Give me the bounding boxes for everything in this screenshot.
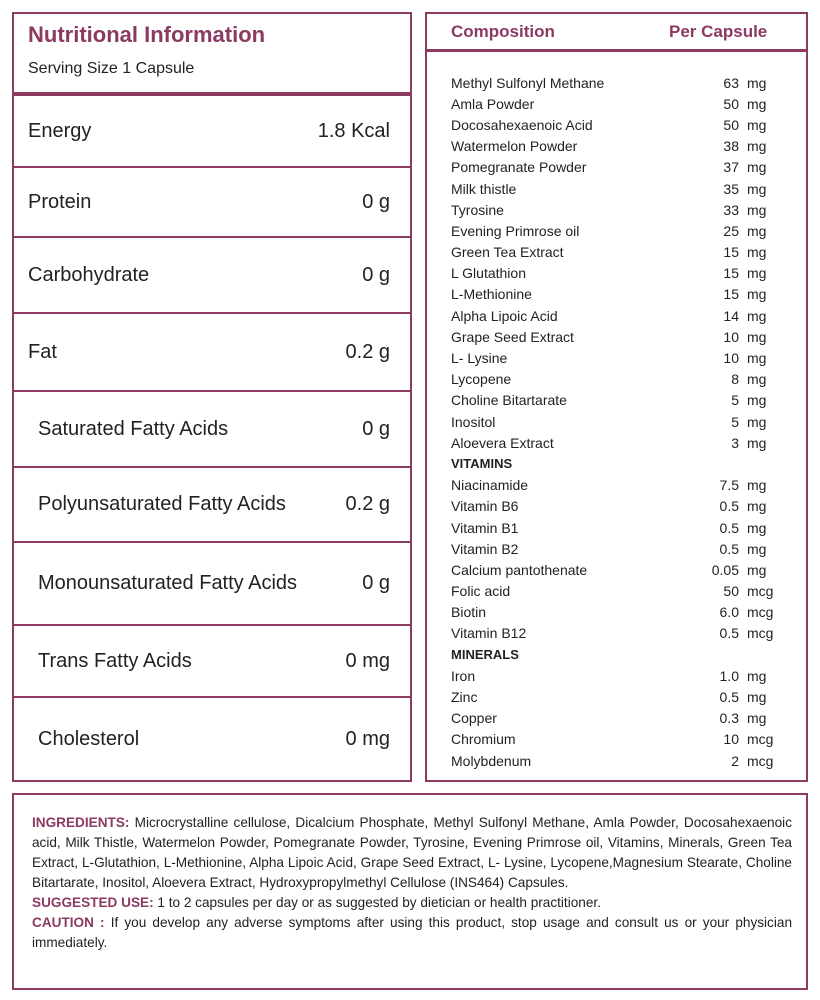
- composition-row: [451, 369, 781, 390]
- nutrient-row-cholesterol: [14, 698, 410, 780]
- ingredient-unit: mg: [747, 498, 767, 515]
- ingredient-amount: 15: [723, 265, 739, 282]
- ingredient-unit: mg: [747, 74, 767, 91]
- ingredient-name: Evening Primrose oil: [451, 222, 580, 239]
- nutrient-value: 0 mg: [345, 727, 390, 750]
- composition-row: [451, 708, 781, 729]
- composition-row: [451, 305, 781, 326]
- ingredient-name: Tyrosine: [451, 201, 504, 218]
- ingredient-amount: 0.05: [711, 561, 739, 578]
- ingredient-amount: 50: [723, 583, 739, 600]
- ingredient-unit: mcg: [747, 625, 774, 642]
- ingredient-unit: mcg: [747, 731, 774, 748]
- ingredient-name: Watermelon Powder: [451, 138, 578, 155]
- nutrient-value: 0.2 g: [345, 493, 390, 515]
- ingredient-amount: 0.5: [719, 625, 739, 642]
- ingredient-unit: mg: [747, 710, 767, 727]
- ingredient-name: Green Tea Extract: [451, 244, 564, 261]
- nutrition-header: [14, 14, 410, 96]
- section-heading-label: MINERALS: [451, 647, 519, 663]
- ingredient-amount: 2: [731, 752, 739, 769]
- composition-row: [451, 559, 781, 580]
- ingredient-amount: 5: [731, 413, 739, 430]
- nutrient-label: Cholesterol: [38, 727, 140, 750]
- nutrient-value: 1.8 Kcal: [317, 119, 390, 142]
- nutrient-row-polyunsaturated-fatty-acids: [14, 468, 410, 543]
- nutrient-label: Energy: [28, 119, 92, 142]
- ingredient-unit: mcg: [747, 752, 774, 769]
- ingredient-amount: 8: [731, 371, 739, 388]
- composition-row: [451, 157, 781, 178]
- ingredient-amount: 7.5: [719, 477, 739, 494]
- ingredient-name: Aloevera Extract: [451, 434, 554, 451]
- composition-panel: [425, 12, 808, 782]
- caution-paragraph: [32, 913, 792, 953]
- ingredient-unit: mcg: [747, 583, 774, 600]
- ingredient-amount: 14: [723, 307, 739, 324]
- composition-row: [451, 623, 781, 644]
- ingredient-name: Copper: [451, 710, 497, 727]
- composition-list: [451, 72, 781, 771]
- composition-row: [451, 411, 781, 432]
- ingredient-amount: 37: [723, 159, 739, 176]
- ingredient-name: Grape Seed Extract: [451, 328, 574, 345]
- composition-row: [451, 220, 781, 241]
- ingredient-unit: mg: [747, 222, 767, 239]
- section-heading-label: VITAMINS: [451, 456, 513, 472]
- nutrient-value: 0 g: [362, 417, 390, 440]
- ingredient-unit: mg: [747, 350, 767, 367]
- ingredient-unit: mg: [747, 328, 767, 345]
- composition-row: [451, 114, 781, 135]
- composition-row: [451, 729, 781, 750]
- ingredient-amount: 5: [731, 392, 739, 409]
- composition-row: [451, 496, 781, 517]
- ingredient-amount: 25: [723, 222, 739, 239]
- nutrient-label: Saturated Fatty Acids: [38, 417, 229, 440]
- composition-row: [451, 602, 781, 623]
- composition-row: [451, 475, 781, 496]
- composition-row: [451, 326, 781, 347]
- ingredient-name: Folic acid: [451, 583, 511, 600]
- ingredient-amount: 50: [723, 95, 739, 112]
- ingredient-name: Biotin: [451, 604, 487, 621]
- nutrition-panel: [12, 12, 412, 782]
- ingredient-amount: 0.3: [719, 710, 739, 727]
- ingredient-amount: 15: [723, 286, 739, 303]
- composition-row: [451, 178, 781, 199]
- composition-row: [451, 432, 781, 453]
- ingredients-paragraph: [32, 813, 792, 893]
- ingredients-text: Microcrystalline cellulose, Dicalcium Phosphate, Methyl Sulfonyl Methane, Amla Powder, Docosahexaenoic acid, Milk Thistle, Watermelon Powder, Pomegranate Powder, Tyrosine, Evening Primrose oil, Vitamins, Minerals, Green Tea Extract, L-Glutathion, L-Methionine, Alpha Lipoic Acid, Grape Seed Extract, L- Lysine, Lycopene,Magnesium Stearate, Choline Bitartarate, Inositol, Aloevera Extract, Hydroxypropylmethyl Cellulose (INS464) Capsules.: [32, 815, 792, 890]
- ingredient-name: Chromium: [451, 731, 516, 748]
- per-capsule-column-heading: Per Capsule: [669, 22, 768, 41]
- ingredient-name: L- Lysine: [451, 350, 508, 367]
- caution-text: If you develop any adverse symptoms after using this product, stop usage and consult us or your physician immediately.: [32, 915, 792, 950]
- ingredient-name: Methyl Sulfonyl Methane: [451, 74, 605, 91]
- nutrient-row-energy: [14, 96, 410, 168]
- ingredient-unit: mg: [747, 561, 767, 578]
- ingredient-unit: mg: [747, 477, 767, 494]
- suggested-use-text: 1 to 2 capsules per day or as suggested by dietician or health practitioner.: [157, 895, 601, 910]
- ingredients-panel: [12, 793, 808, 990]
- nutrient-row-protein: [14, 168, 410, 238]
- ingredient-amount: 0.5: [719, 689, 739, 706]
- nutrient-label: Fat: [28, 340, 57, 363]
- ingredient-amount: 3: [731, 434, 739, 451]
- ingredient-amount: 6.0: [719, 604, 739, 621]
- ingredient-amount: 10: [723, 328, 739, 345]
- ingredient-name: Vitamin B1: [451, 519, 519, 536]
- ingredient-name: Inositol: [451, 413, 496, 430]
- ingredient-name: Zinc: [451, 689, 478, 706]
- nutrient-value: 0 g: [362, 263, 390, 286]
- composition-row: [451, 242, 781, 263]
- ingredient-name: Lycopene: [451, 371, 512, 388]
- composition-row: [451, 517, 781, 538]
- ingredient-unit: mg: [747, 201, 767, 218]
- nutrient-value: 0 mg: [345, 649, 390, 672]
- ingredient-unit: mg: [747, 434, 767, 451]
- ingredient-amount: 1.0: [719, 667, 739, 684]
- composition-row: [451, 136, 781, 157]
- ingredient-name: Niacinamide: [451, 477, 529, 494]
- ingredient-amount: 15: [723, 244, 739, 261]
- caution-label: CAUTION :: [32, 915, 105, 930]
- ingredient-name: Calcium pantothenate: [451, 561, 588, 578]
- ingredient-name: Vitamin B2: [451, 540, 519, 557]
- nutrient-value: 0.2 g: [345, 340, 390, 363]
- composition-row: [451, 665, 781, 686]
- ingredient-amount: 0.5: [719, 540, 739, 557]
- nutrient-label: Protein: [28, 190, 92, 213]
- nutrient-row-monounsaturated-fatty-acids: [14, 543, 410, 626]
- nutrient-row-saturated-fatty-acids: [14, 392, 410, 468]
- ingredient-unit: mg: [747, 689, 767, 706]
- suggested-use-paragraph: [32, 893, 792, 913]
- nutrition-title: Nutritional Information: [28, 22, 266, 47]
- ingredient-name: Alpha Lipoic Acid: [451, 307, 558, 324]
- ingredient-name: Amla Powder: [451, 95, 535, 112]
- ingredient-amount: 38: [723, 138, 739, 155]
- nutrient-label: Polyunsaturated Fatty Acids: [38, 493, 286, 515]
- ingredient-unit: mg: [747, 667, 767, 684]
- ingredient-unit: mcg: [747, 604, 774, 621]
- nutrient-value: 0 g: [362, 190, 390, 213]
- composition-row: [451, 581, 781, 602]
- composition-header: [427, 14, 806, 52]
- ingredient-unit: mg: [747, 159, 767, 176]
- ingredient-name: Docosahexaenoic Acid: [451, 116, 593, 133]
- ingredient-name: L-Methionine: [451, 286, 532, 303]
- composition-row: [451, 93, 781, 114]
- ingredient-unit: mg: [747, 265, 767, 282]
- ingredient-amount: 0.5: [719, 498, 739, 515]
- ingredient-name: Milk thistle: [451, 180, 517, 197]
- ingredient-unit: mg: [747, 519, 767, 536]
- composition-row: [451, 750, 781, 771]
- ingredient-name: Vitamin B12: [451, 625, 527, 642]
- ingredient-amount: 50: [723, 116, 739, 133]
- nutrient-label: Carbohydrate: [28, 263, 150, 286]
- ingredient-amount: 63: [723, 74, 739, 91]
- serving-size: Serving Size 1 Capsule: [28, 60, 195, 77]
- ingredient-name: Pomegranate Powder: [451, 159, 587, 176]
- ingredient-unit: mg: [747, 286, 767, 303]
- nutrient-row-carbohydrate: [14, 238, 410, 314]
- ingredient-unit: mg: [747, 413, 767, 430]
- ingredient-amount: 10: [723, 731, 739, 748]
- nutrient-label: Monounsaturated Fatty Acids: [38, 572, 298, 594]
- ingredient-amount: 0.5: [719, 519, 739, 536]
- ingredient-name: Vitamin B6: [451, 498, 519, 515]
- ingredient-unit: mg: [747, 540, 767, 557]
- ingredient-name: Choline Bitartarate: [451, 392, 567, 409]
- ingredient-amount: 35: [723, 180, 739, 197]
- ingredient-unit: mg: [747, 307, 767, 324]
- composition-row: [451, 538, 781, 559]
- ingredients-label: INGREDIENTS:: [32, 815, 130, 830]
- ingredient-amount: 10: [723, 350, 739, 367]
- composition-row: [451, 263, 781, 284]
- composition-row: [451, 284, 781, 305]
- ingredient-unit: mg: [747, 244, 767, 261]
- ingredient-unit: mg: [747, 116, 767, 133]
- nutrient-row-trans-fatty-acids: [14, 626, 410, 698]
- composition-column-heading: Composition: [451, 22, 555, 41]
- ingredient-unit: mg: [747, 371, 767, 388]
- composition-row: [451, 347, 781, 368]
- ingredient-unit: mg: [747, 180, 767, 197]
- nutrient-row-fat: [14, 314, 410, 392]
- composition-row: [451, 686, 781, 707]
- composition-section-heading: [451, 453, 781, 474]
- ingredient-amount: 33: [723, 201, 739, 218]
- composition-row: [451, 390, 781, 411]
- nutrient-label: Trans Fatty Acids: [38, 649, 192, 672]
- ingredient-unit: mg: [747, 392, 767, 409]
- composition-row: [451, 199, 781, 220]
- ingredient-unit: mg: [747, 95, 767, 112]
- composition-row: [451, 72, 781, 93]
- nutrient-value: 0 g: [362, 572, 390, 594]
- ingredient-name: Molybdenum: [451, 752, 532, 769]
- composition-section-heading: [451, 644, 781, 665]
- ingredient-name: L Glutathion: [451, 265, 526, 282]
- ingredient-unit: mg: [747, 138, 767, 155]
- ingredient-name: Iron: [451, 667, 476, 684]
- suggested-use-label: SUGGESTED USE:: [32, 895, 154, 910]
